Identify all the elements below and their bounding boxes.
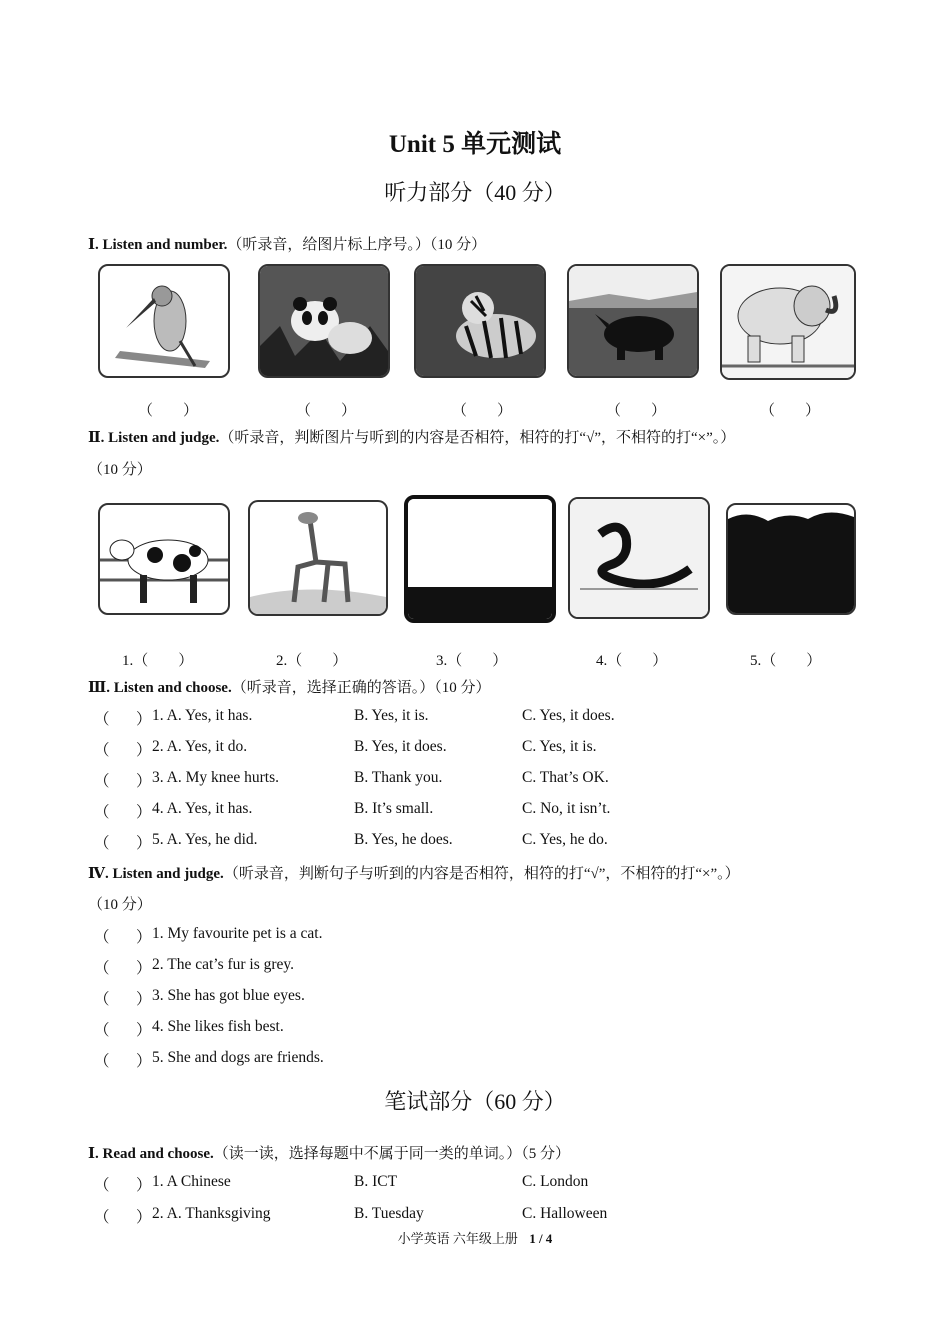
answer-paren-close: ）: [136, 991, 152, 1008]
elephant-picture: [720, 264, 856, 380]
answer-paren-open[interactable]: （: [94, 929, 110, 946]
footer-subject: 小学英语 六年级上册: [397, 1231, 518, 1246]
option-c: C. London: [522, 1173, 589, 1190]
answer-paren-close: ）: [136, 711, 152, 728]
snake-picture: [568, 497, 710, 619]
answer-paren-open[interactable]: （: [94, 835, 110, 852]
part1-instruction: （听录音，给图片标上序号。）（10 分）: [227, 237, 487, 253]
part2-label-3[interactable]: 3.（ ）: [436, 653, 508, 669]
option-c: C. Halloween: [522, 1205, 608, 1222]
part1-blank-3[interactable]: （ ）: [452, 403, 513, 419]
option-b: B. Yes, it is.: [354, 707, 429, 724]
answer-paren-close: ）: [136, 1177, 152, 1194]
part3-heading: [88, 676, 490, 697]
part1-heading: [88, 233, 486, 254]
option-c: C. Yes, it does.: [522, 707, 615, 724]
statement-text: 3. She has got blue eyes.: [152, 987, 305, 1004]
part2-score: （10 分）: [88, 462, 152, 478]
answer-paren-close: ）: [136, 835, 152, 852]
part5-heading-label: Ⅰ. Read and choose.: [88, 1146, 214, 1162]
part1-heading-label: Ⅰ. Listen and number.: [88, 237, 228, 253]
answer-paren-close: ）: [136, 773, 152, 790]
part1-blank-5[interactable]: （ ）: [760, 403, 821, 419]
option-b: B. It’s small.: [354, 800, 434, 817]
statement-text: 1. My favourite pet is a cat.: [152, 925, 323, 942]
part1-blank-1[interactable]: （ ）: [138, 403, 199, 419]
dark-picture: [404, 495, 556, 623]
statement-text: 2. The cat’s fur is grey.: [152, 956, 295, 973]
option-b: B. Tuesday: [354, 1205, 424, 1222]
answer-paren-close: ）: [136, 1022, 152, 1039]
option-b: B. Yes, he does.: [354, 831, 453, 848]
part5-heading: [88, 1142, 570, 1163]
footer-page-number: 1 / 4: [529, 1231, 553, 1246]
answer-paren-close: ）: [136, 1053, 152, 1070]
part1-blank-4[interactable]: （ ）: [606, 403, 667, 419]
option-c: C. Yes, he do.: [522, 831, 608, 848]
answer-paren-close: ）: [136, 929, 152, 946]
answer-paren-close: ）: [136, 1209, 152, 1226]
horse-picture: [726, 503, 856, 615]
answer-paren-close: ）: [136, 960, 152, 977]
option-a: 2. A. Yes, it do.: [152, 738, 248, 755]
part2-heading: [88, 426, 735, 447]
giraffe-picture: [248, 500, 388, 616]
answer-paren-close: ）: [136, 804, 152, 821]
part2-label-5[interactable]: 5.（ ）: [750, 653, 822, 669]
writing-section-title: 笔试部分（60 分）: [384, 1089, 566, 1114]
answer-paren-open[interactable]: （: [94, 711, 110, 728]
option-c: C. Yes, it is.: [522, 738, 597, 755]
part4-score: （10 分）: [88, 897, 152, 913]
page-title: Unit 5 单元测试: [388, 131, 562, 158]
part4-heading-label: Ⅳ. Listen and judge.: [88, 866, 224, 882]
statement-text: 4. She likes fish best.: [152, 1018, 284, 1035]
answer-paren-open[interactable]: （: [94, 804, 110, 821]
part2-heading-label: Ⅱ. Listen and judge.: [88, 430, 220, 446]
part2-label-1[interactable]: 1.（ ）: [122, 653, 194, 669]
part2-label-2[interactable]: 2.（ ）: [276, 653, 348, 669]
part1-blank-2[interactable]: （ ）: [296, 403, 357, 419]
page-footer: [0, 1228, 950, 1247]
answer-paren-open[interactable]: （: [94, 960, 110, 977]
option-a: 3. A. My knee hurts.: [152, 769, 280, 786]
option-b: B. Yes, it does.: [354, 738, 447, 755]
cow-picture: [98, 503, 230, 615]
listening-section-title: 听力部分（40 分）: [384, 180, 566, 205]
answer-paren-open[interactable]: （: [94, 991, 110, 1008]
option-b: B. ICT: [354, 1173, 398, 1190]
answer-paren-open[interactable]: （: [94, 1053, 110, 1070]
option-a: 1. A Chinese: [152, 1173, 231, 1190]
answer-paren-open[interactable]: （: [94, 1177, 110, 1194]
part2-label-4[interactable]: 4.（ ）: [596, 653, 668, 669]
part4-instruction: （听录音，判断句子与听到的内容是否相符，相符的打“√”，不相符的打“×”。）: [223, 866, 740, 882]
answer-paren-open[interactable]: （: [94, 1209, 110, 1226]
option-a: 5. A. Yes, he did.: [152, 831, 258, 848]
option-a: 4. A. Yes, it has.: [152, 800, 253, 817]
answer-paren-open[interactable]: （: [94, 1022, 110, 1039]
answer-paren-open[interactable]: （: [94, 742, 110, 759]
tiger-picture: [414, 264, 546, 378]
option-a: 2. A. Thanksgiving: [152, 1205, 271, 1222]
answer-paren-close: ）: [136, 742, 152, 759]
rhino-picture: [567, 264, 699, 378]
part3-heading-label: Ⅲ. Listen and choose.: [88, 680, 232, 696]
option-c: C. That’s OK.: [522, 769, 609, 786]
option-c: C. No, it isn’t.: [522, 800, 611, 817]
panda-picture: [258, 264, 390, 378]
part2-instruction: （听录音，判断图片与听到的内容是否相符，相符的打“√”，不相符的打“×”。）: [219, 430, 736, 446]
part4-heading: [88, 862, 740, 883]
option-a: 1. A. Yes, it has.: [152, 707, 253, 724]
statement-text: 5. She and dogs are friends.: [152, 1049, 324, 1066]
answer-paren-open[interactable]: （: [94, 773, 110, 790]
part3-instruction: （听录音，选择正确的答语。）（10 分）: [231, 680, 491, 696]
kingfisher-picture: [98, 264, 230, 378]
part5-instruction: （读一读，选择每题中不属于同一类的单词。）（5 分）: [213, 1146, 571, 1162]
option-b: B. Thank you.: [354, 769, 443, 786]
